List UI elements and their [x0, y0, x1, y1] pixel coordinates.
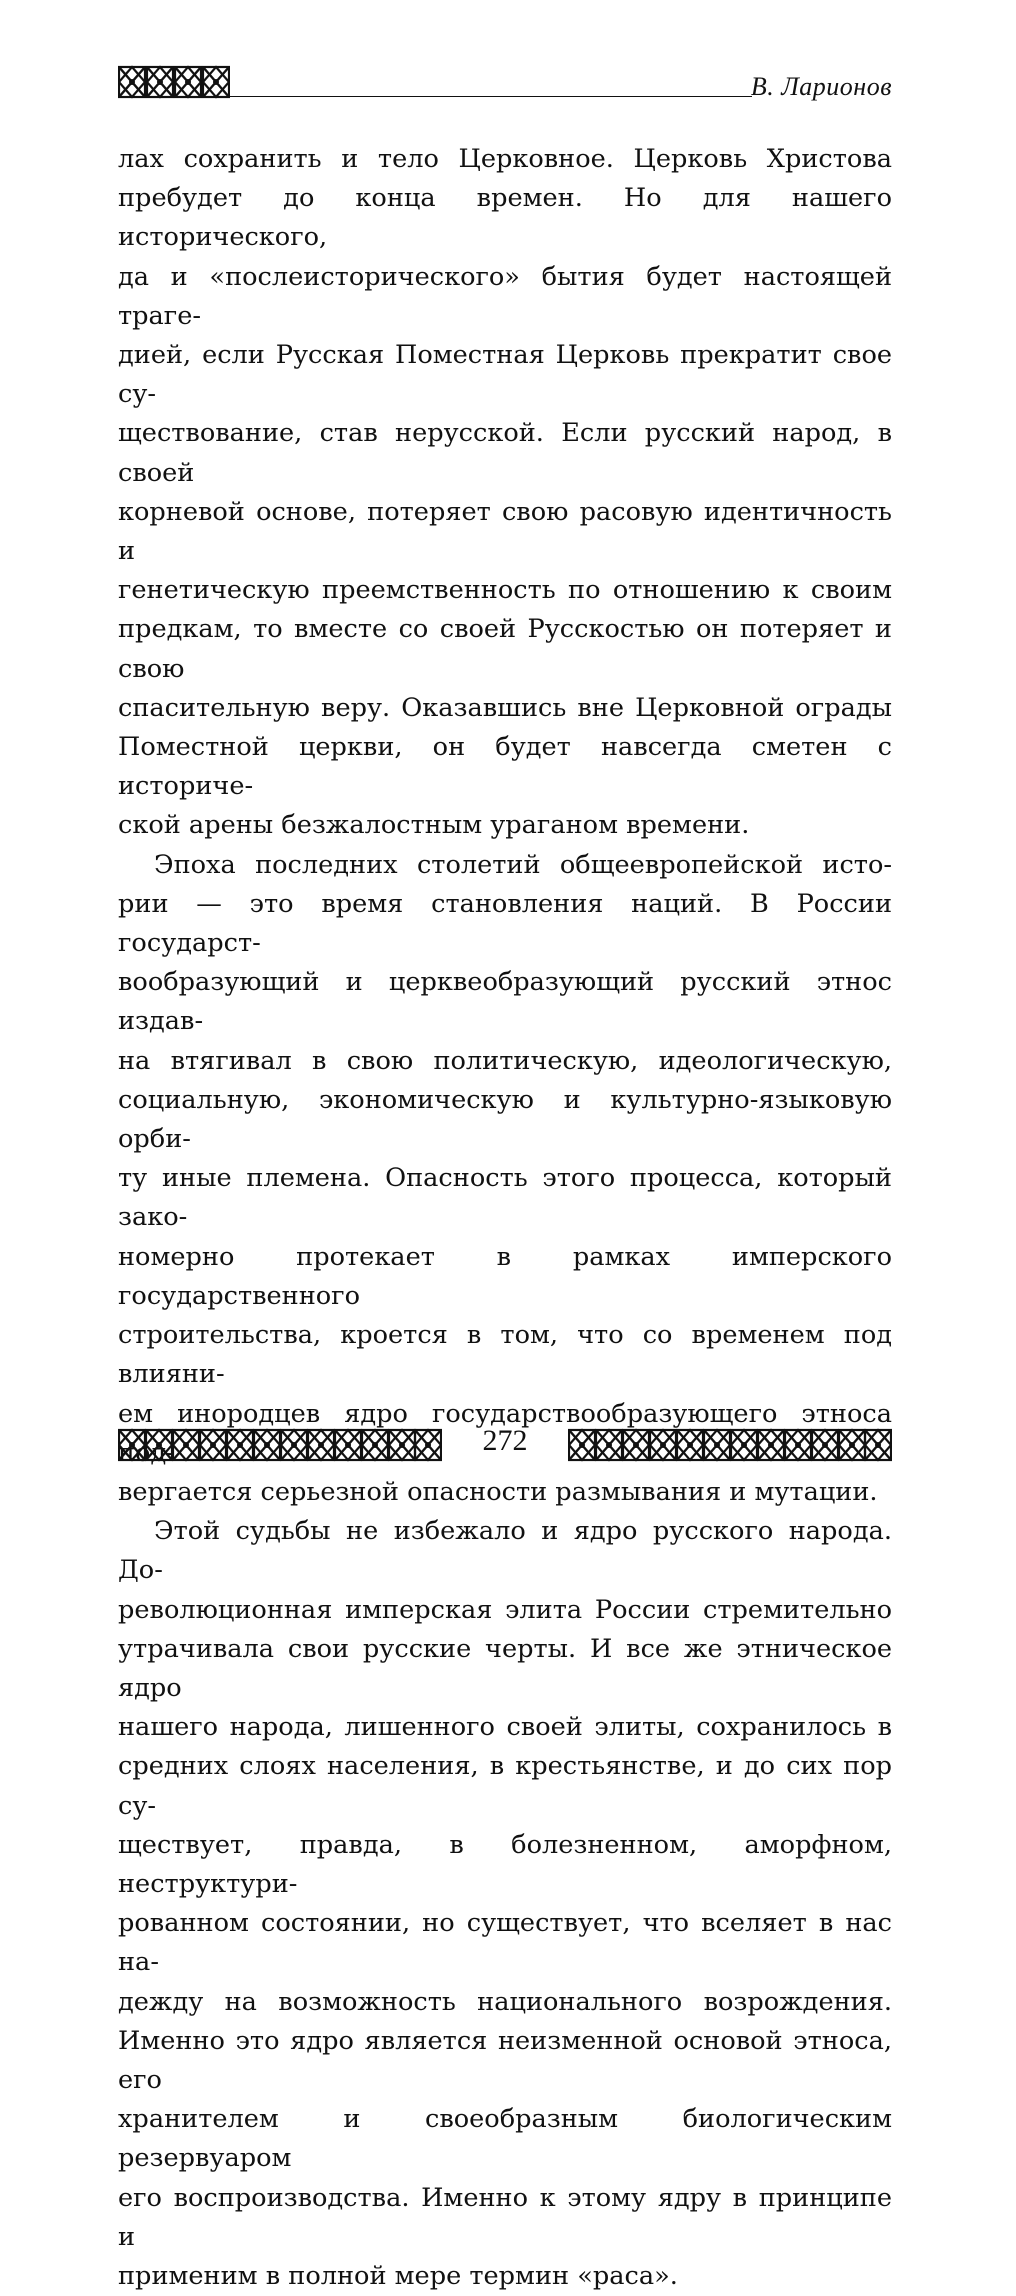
- text-line: лах сохранить и тело Церковное. Церковь Христова: [118, 144, 892, 174]
- text-line: на втягивал в свою политическую, идеологическую,: [118, 1045, 892, 1076]
- text-line: средних слоях населения, в крестьянстве, и до сих пор су-: [118, 1751, 892, 1821]
- text-line: предкам, то вместе со своей Русскостью он потеряет и свою: [118, 614, 892, 684]
- text-line: рованном состоянии, но существует, что вселяет в нас на-: [118, 1908, 892, 1978]
- header-rule: [230, 96, 752, 97]
- text-line: ем инородцев ядро государствообразующего этноса: [118, 1398, 892, 1429]
- text-line: ской арены безжалостным ураганом времени.: [118, 810, 750, 841]
- running-header: [118, 62, 892, 106]
- text-line: хранителем и своеобразным биологическим резервуаром: [118, 2104, 892, 2174]
- text-line: социальную, экономическую и культурно-языковую орби-: [118, 1084, 892, 1155]
- text-line: нашего народа, лишенного своей элиты, сохранилось в: [118, 1712, 892, 1743]
- text-line: Поместной церкви, он будет навсегда сметен с историче-: [118, 732, 892, 802]
- text-line: Этой судьбы не избежало и ядро русского народа. До-: [118, 1516, 892, 1586]
- text-line: корневой основе, потеряет свою расовую идентичность и: [118, 496, 892, 567]
- paragraph-2: [118, 846, 892, 1512]
- text-line: Эпоха последних столетий общеевропейской исто-: [154, 849, 892, 880]
- text-line: дежду на возможность национального возрождения.: [118, 1986, 892, 2017]
- text-line: ществует, правда, в болезненном, аморфном, неструктури-: [118, 1829, 892, 1899]
- text-line: да и «послеисторического» бытия будет настоящей траге-: [118, 261, 892, 331]
- text-line: ту иные племена. Опасность этого процесса, который зако-: [118, 1163, 892, 1233]
- text-line: рии — это время становления наций. В России государст-: [118, 888, 892, 959]
- knot-border-icon: [568, 1428, 892, 1462]
- text-line: ществование, став нерусской. Если русский народ, в своей: [118, 418, 892, 488]
- text-line: его воспроизводства. Именно к этому ядру в принципе и: [118, 2182, 892, 2252]
- page-footer: [118, 1418, 892, 1468]
- text-line: пребудет до конца времен. Но для нашего исторического,: [118, 183, 892, 253]
- text-line: Именно это ядро является неизменной основой этноса, его: [118, 2025, 892, 2095]
- text-line: вергается серьезной опасности размывания и мутации.: [118, 1476, 878, 1507]
- knot-ornament-icon: [118, 64, 230, 100]
- text-line: применим в полной мере термин «раса».: [118, 2260, 678, 2291]
- text-line: генетическую преемственность по отношению к своим: [118, 575, 892, 606]
- text-line: номерно протекает в рамках имперского государственного: [118, 1241, 892, 1311]
- header-author: В. Ларионов: [750, 72, 892, 101]
- page-number: 272: [482, 1424, 528, 1457]
- body-text: [118, 140, 892, 2296]
- text-line: революционная имперская элита России стремительно: [118, 1594, 892, 1625]
- text-line: спасительную веру. Оказавшись вне Церковной ограды: [118, 692, 892, 723]
- text-line: дией, если Русская Поместная Церковь прекратит свое су-: [118, 340, 892, 410]
- paragraph-1: [118, 140, 892, 846]
- text-line: вообразующий и церквеобразующий русский этнос издав-: [118, 967, 892, 1037]
- text-line: утрачивала свои русские черты. И все же этническое ядро: [118, 1633, 892, 1703]
- paragraph-3: [118, 1512, 892, 2296]
- text-line: строительства, кроется в том, что со временем под влияни-: [118, 1320, 892, 1390]
